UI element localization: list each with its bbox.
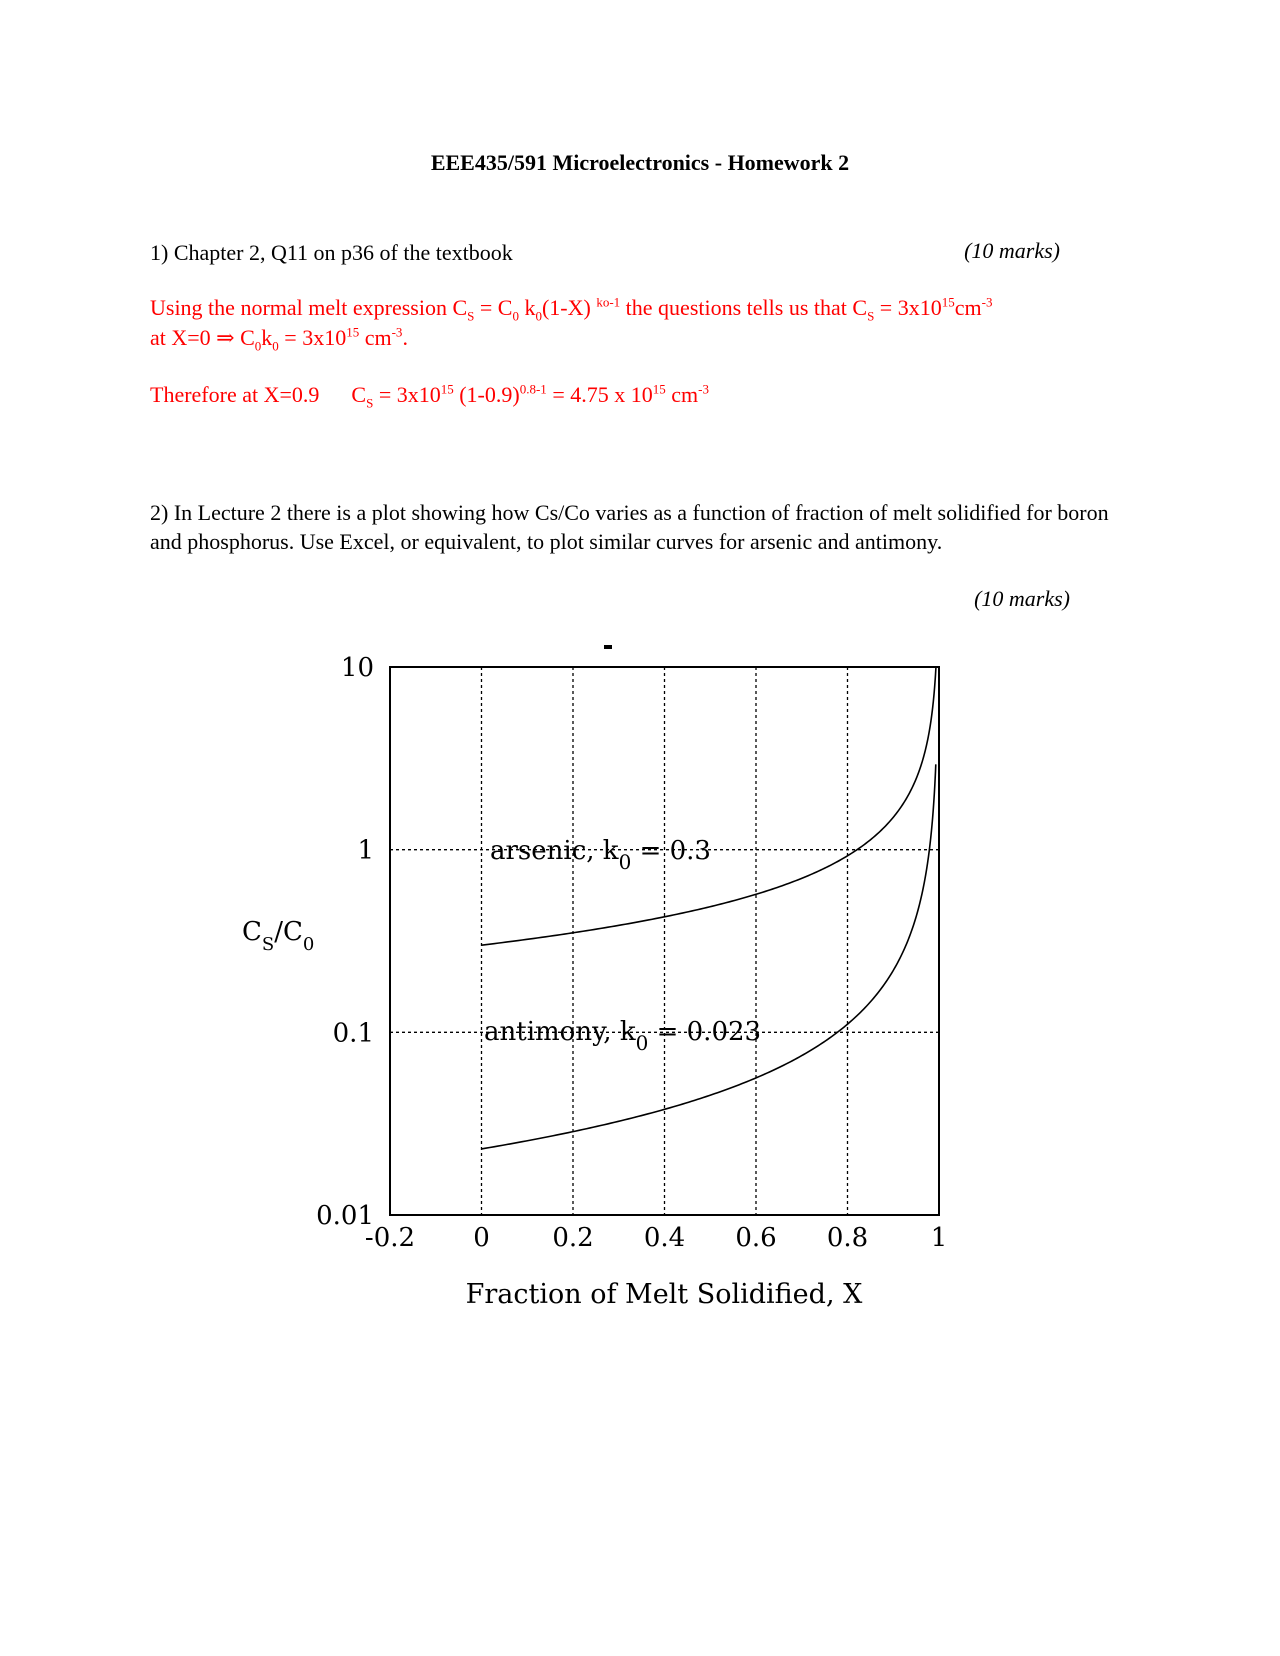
antimony-label: antimony, $k_0 = 0.023$ (484, 1017, 762, 1055)
x-tick-label: 1 (930, 1223, 948, 1253)
x-tick-label: 0 (473, 1223, 490, 1253)
answer-text: Therefore at X=0.9 (150, 382, 320, 407)
title-mark (604, 645, 612, 649)
y-tick-label: 1 (357, 835, 374, 866)
question-1-marks: (10 marks) (964, 238, 1060, 263)
y-tick-label: 0.1 (332, 1018, 374, 1049)
arsenic-curve (482, 667, 937, 945)
y-tick-label: 10 (340, 653, 374, 683)
antimony-curve (482, 764, 936, 1149)
question-1-answer (150, 293, 1150, 353)
question-2 (150, 498, 1115, 556)
x-tick-label: 0.4 (643, 1223, 686, 1253)
x-tick-labels (365, 1223, 947, 1253)
answer-sup: -3 (391, 324, 403, 340)
answer-sub: S (467, 308, 475, 324)
answer-text: = 3x10 (373, 382, 441, 407)
answer-text: cm (359, 325, 392, 350)
answer-text: C (351, 382, 367, 407)
x-tick-label: 0.2 (552, 1223, 594, 1253)
answer-text: (1-X) (541, 295, 597, 320)
answer-text: = C (474, 295, 513, 320)
arsenic-label: arsenic, $k_0 = 0.3$ (490, 836, 711, 874)
answer-sub: 0 (272, 338, 279, 354)
answer-text: = 4.75 x 10 (546, 382, 653, 407)
answer-text: k (518, 295, 536, 320)
question-1-result (150, 380, 709, 410)
answer-text: . (402, 325, 408, 350)
answer-text: Using the normal melt expression C (150, 295, 468, 320)
x-tick-label: 0.6 (735, 1223, 777, 1253)
plot-frame (390, 667, 939, 1215)
answer-text: (1-0.9) (453, 382, 520, 407)
question-1-text: 1) Chapter 2, Q11 on p36 of the textbook (150, 240, 513, 265)
y-tick-labels (316, 653, 374, 1231)
question-2-marks: (10 marks) (974, 586, 1070, 611)
answer-text: at X=0 ⇒ C (150, 325, 255, 350)
answer-sub: 0 (512, 308, 519, 324)
answer-sup: 15 (652, 381, 666, 397)
answer-text: the questions tells us that C (620, 295, 868, 320)
answer-sub: S (366, 395, 374, 411)
chart-curves (482, 667, 937, 1149)
answer-text: = 3x10 (874, 295, 942, 320)
answer-sup: 15 (440, 381, 454, 397)
segregation-chart (0, 620, 1280, 1320)
answer-sup: 15 (346, 324, 360, 340)
answer-text: cm (665, 382, 699, 407)
answer-text: = 3x10 (278, 325, 347, 350)
answer-sub: 0 (254, 338, 262, 354)
question-2-text: 2) In Lecture 2 there is a plot showing how Cs/Co varies as a function of fraction of melt solidified for boron and phosphorus. Use Excel, or equivalent, to plot similar curves for arsenic and antimony. (150, 500, 1109, 554)
answer-sub: S (867, 308, 875, 324)
answer-sup: -3 (981, 294, 993, 310)
chart-grid (390, 667, 939, 1215)
answer-sup: 0.8-1 (519, 381, 547, 397)
answer-sub: 0 (535, 308, 542, 324)
answer-sup: 15 (941, 294, 955, 310)
answer-text: k (261, 325, 273, 350)
answer-sup: ko-1 (596, 294, 621, 310)
x-tick-label: 0.8 (826, 1223, 869, 1253)
answer-text: cm (954, 295, 982, 320)
x-axis-label: Fraction of Melt Solidified, X (465, 1279, 863, 1310)
x-tick-label: -0.2 (364, 1223, 416, 1253)
y-tick-label: 0.01 (316, 1201, 374, 1231)
page-title: EEE435/591 Microelectronics - Homework 2 (430, 150, 850, 175)
answer-sup: -3 (698, 381, 709, 397)
y-axis-label: $C_S/C_0$ (242, 917, 315, 955)
